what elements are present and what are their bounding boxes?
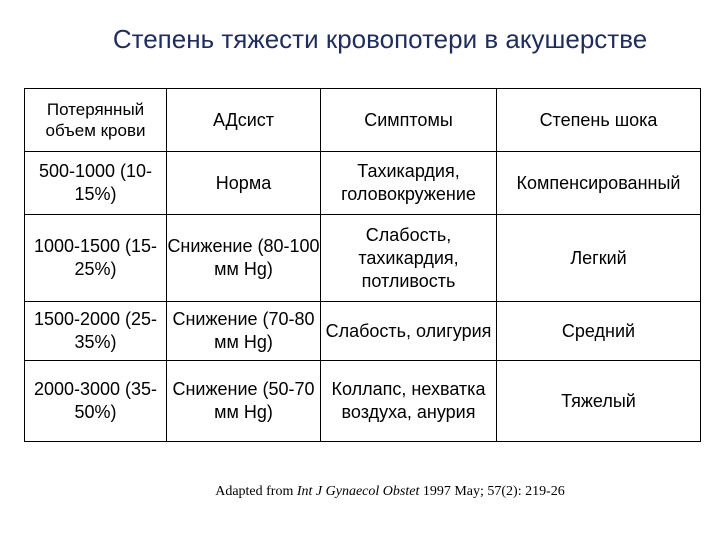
cell-systolic-bp: Снижение (80-100 мм Hg) <box>167 215 321 302</box>
table-row <box>25 215 701 302</box>
citation <box>0 484 720 500</box>
header-cell-symptoms: Симптомы <box>321 89 497 152</box>
citation-journal: Int J Gynaecol Obstet <box>296 484 420 499</box>
cell-systolic-bp: Снижение (70-80 мм Hg) <box>167 302 321 361</box>
cell-shock-degree: Средний <box>497 302 701 361</box>
citation-prefix: Adapted from <box>215 484 297 499</box>
table-row <box>25 302 701 361</box>
cell-systolic-bp: Снижение (50-70 мм Hg) <box>167 361 321 442</box>
citation-suffix: 1997 May; 57(2): 219-26 <box>419 484 565 499</box>
cell-shock-degree: Тяжелый <box>497 361 701 442</box>
header-cell-blood-volume: Потерянный объем крови <box>25 89 167 152</box>
header-cell-systolic-bp: АДсист <box>167 89 321 152</box>
cell-symptoms: Тахикардия, головокружение <box>321 152 497 215</box>
cell-symptoms: Слабость, тахикардия, потливость <box>321 215 497 302</box>
table-row <box>25 361 701 442</box>
cell-blood-volume: 500-1000 (10-15%) <box>25 152 167 215</box>
blood-loss-table <box>24 88 701 442</box>
cell-shock-degree: Легкий <box>497 215 701 302</box>
cell-blood-volume: 1500-2000 (25-35%) <box>25 302 167 361</box>
cell-symptoms: Коллапс, нехватка воздуха, анурия <box>321 361 497 442</box>
page-title: Степень тяжести кровопотери в акушерстве <box>112 24 648 54</box>
cell-systolic-bp: Норма <box>167 152 321 215</box>
cell-shock-degree: Компенсированный <box>497 152 701 215</box>
header-cell-shock-degree: Степень шока <box>497 89 701 152</box>
table-header-row <box>25 89 701 152</box>
cell-symptoms: Слабость, олигурия <box>321 302 497 361</box>
cell-blood-volume: 2000-3000 (35-50%) <box>25 361 167 442</box>
table-row <box>25 152 701 215</box>
cell-blood-volume: 1000-1500 (15-25%) <box>25 215 167 302</box>
